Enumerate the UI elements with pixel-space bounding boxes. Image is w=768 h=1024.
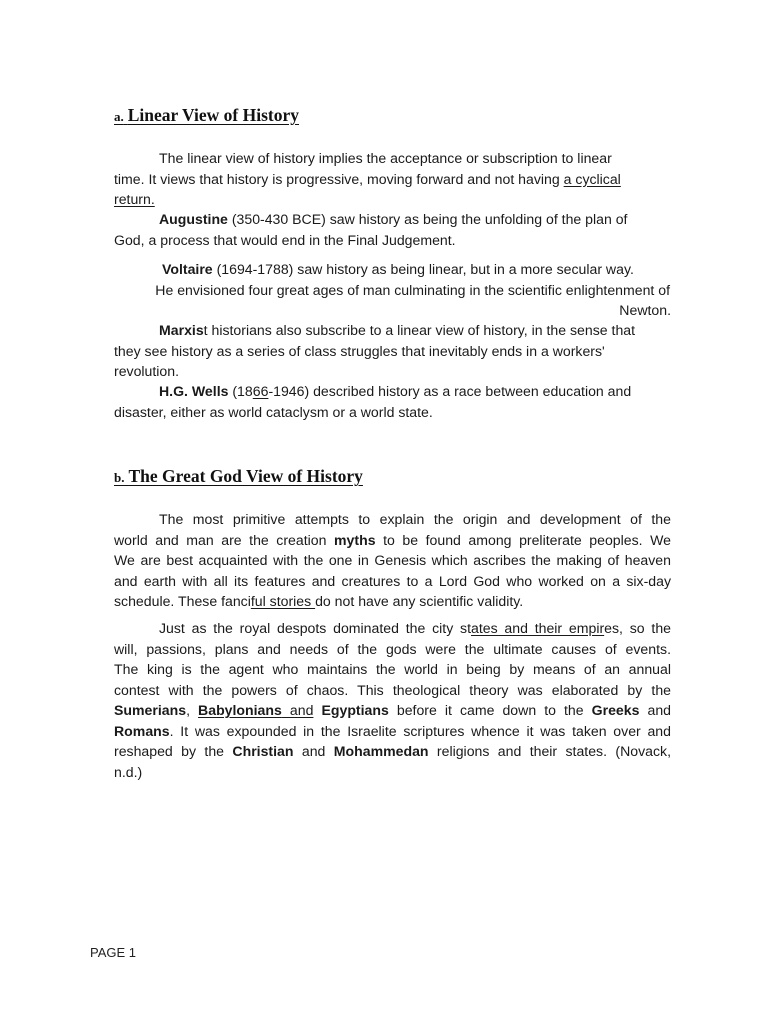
text-line: will, passions, plans and needs of the gods were the ultimate causes of events.: [114, 640, 671, 657]
bold-term: Egyptians: [321, 702, 389, 718]
text-line: [114, 259, 671, 280]
text-line: God, a process that would end in the Final Judgement.: [114, 231, 456, 248]
underlined-text: a cyclical: [563, 170, 621, 187]
text-line: [114, 700, 671, 721]
section-a-heading: [114, 105, 299, 126]
text-line: [114, 381, 631, 402]
text-line: [114, 530, 671, 551]
text-run: do not have any scientific validity.: [315, 593, 524, 609]
text-line: disaster, either as world cataclysm or a world state.: [114, 403, 433, 420]
text-line: [114, 209, 627, 230]
text-line: contest with the powers of chaos. This theological theory was elaborated by the: [114, 681, 671, 698]
text-line: [114, 169, 621, 190]
text-run: ,: [186, 702, 199, 718]
bold-term: myths: [334, 531, 376, 548]
text-run: to be found among preliterate peoples. We: [375, 531, 672, 548]
text-line: The linear view of history implies the acceptance or subscription to linear: [159, 150, 612, 166]
text-line: [114, 721, 671, 742]
text-run: reshaped by the: [114, 743, 233, 759]
underlined-text: and: [281, 702, 314, 718]
bold-name: Marxis: [159, 322, 204, 338]
text-run: (18: [228, 383, 253, 399]
page-number: PAGE 1: [90, 945, 137, 960]
paragraph-intro: [114, 148, 621, 210]
paragraph-marxist: [114, 320, 635, 382]
text-run: . It was expounded in the Israelite scriptures whence it was taken over and: [169, 722, 671, 739]
underlined-text: return.: [114, 191, 155, 207]
section-b-heading: [114, 466, 363, 487]
text-run: time. It views that history is progressive, moving forward and not having: [114, 170, 564, 187]
bold-term: Babylonians: [198, 702, 282, 718]
bold-term: Greeks: [591, 702, 640, 718]
bold-name: Augustine: [159, 211, 228, 227]
text-run: Just as the royal despots dominated the city st: [159, 620, 471, 636]
text-run: es, so the: [604, 620, 671, 636]
text-line: The king is the agent who maintains the world in being by means of an annual: [114, 661, 671, 677]
section-b-marker: b.: [114, 470, 125, 485]
text-run: and: [639, 702, 671, 718]
text-line: [114, 591, 671, 612]
text-line: We are best acquainted with the one in Genesis which ascribes the making of heaven: [114, 552, 671, 568]
bold-term: Mohammedan: [333, 743, 429, 759]
text-line: Newton.: [619, 302, 671, 318]
text-run: -1946) described history as a race between education and: [268, 383, 632, 399]
bold-term: Christian: [232, 743, 294, 759]
section-b-title: The Great God View of History: [128, 466, 363, 486]
paragraph-wells: [114, 381, 631, 422]
text-run: world and man are the creation: [114, 531, 335, 548]
paragraph-myths: [114, 509, 671, 612]
paragraph-great-god: [114, 618, 671, 782]
text-run: (1694-1788) saw history as being linear, but in a more secular way.: [212, 261, 634, 277]
bold-name: Voltaire: [162, 261, 213, 277]
text-line: n.d.): [114, 763, 143, 780]
text-line: He envisioned four great ages of man culminating in the scientific enlightenment of: [155, 281, 670, 298]
bold-term: Sumerians: [114, 702, 187, 718]
text-line: revolution.: [114, 363, 180, 379]
underlined-text: 66: [252, 383, 269, 399]
paragraph-voltaire: [114, 259, 671, 321]
text-run: (350-430 BCE) saw history as being the unfolding of the plan of: [227, 211, 628, 227]
text-line: and earth with all its features and creatures to a Lord God who worked on a six-day: [114, 572, 671, 589]
text-line: [114, 741, 671, 762]
section-a-marker: a.: [114, 109, 124, 124]
paragraph-augustine: [114, 209, 627, 250]
text-run: before it came down to the: [388, 702, 592, 718]
text-run: schedule. These fanci: [114, 593, 251, 609]
section-a-title: Linear View of History: [127, 105, 300, 125]
text-run: religions and their states. (Novack,: [428, 743, 671, 759]
text-line: [114, 618, 671, 639]
text-line: The most primitive attempts to explain the origin and development of the: [159, 511, 671, 527]
underlined-text: ful stories: [250, 593, 316, 609]
text-line: they see history as a series of class struggles that inevitably ends in a workers': [114, 342, 605, 359]
underlined-text: ates and their empir: [471, 620, 605, 636]
text-run: t historians also subscribe to a linear view of history, in the sense that: [203, 322, 636, 338]
text-line: [114, 320, 635, 341]
bold-term: Romans: [114, 722, 170, 739]
text-run: and: [293, 743, 334, 759]
bold-name: H.G. Wells: [159, 383, 229, 399]
